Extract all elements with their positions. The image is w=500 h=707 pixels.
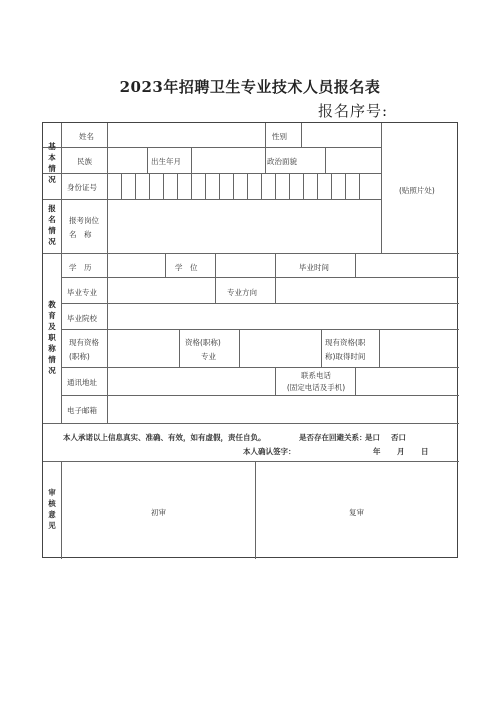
- position-label-line1: 报考岗位: [69, 216, 99, 225]
- col-divider: [275, 253, 276, 277]
- graduation-major-label: 毕业专业: [67, 288, 97, 297]
- birth-label: 出生年月: [151, 157, 181, 166]
- photo-placeholder-label: (贴照片处): [399, 186, 435, 195]
- section-review-opinion: 审核意见: [48, 488, 56, 530]
- degree-label: 学 位: [175, 263, 198, 272]
- qualification-time-label-line1: 现有资格(职: [325, 338, 366, 347]
- address-field[interactable]: [108, 368, 274, 394]
- address-label: 通讯地址: [67, 378, 97, 387]
- graduation-major-field[interactable]: [108, 278, 214, 302]
- photo-area[interactable]: [382, 124, 458, 252]
- gender-label: 性别: [272, 132, 287, 141]
- qualification-major-label-line1: 资格(职称): [185, 338, 221, 347]
- pledge-statement: 本人承诺以上信息真实、准确、有效，如有虚假，责任自负。: [63, 433, 266, 442]
- name-label: 姓名: [79, 132, 94, 141]
- first-review-label: 初审: [151, 508, 166, 517]
- current-qualification-label-line1: 现有资格: [69, 338, 99, 347]
- email-label: 电子邮箱: [67, 406, 97, 415]
- phone-field[interactable]: [356, 368, 458, 394]
- col-divider: [215, 277, 216, 303]
- signature-year: 年: [373, 447, 381, 456]
- row-divider: [43, 423, 459, 424]
- graduation-time-field[interactable]: [356, 254, 458, 276]
- political-status-field[interactable]: [326, 148, 380, 172]
- signature-day: 日: [421, 447, 429, 456]
- col-divider: [61, 123, 62, 423]
- education-level-field[interactable]: [108, 254, 164, 276]
- id-number-label: 身份证号: [67, 183, 97, 192]
- signature-month: 月: [397, 447, 405, 456]
- position-label-line2: 名 称: [69, 230, 92, 239]
- section-application-info: 报名情况: [48, 204, 56, 246]
- col-divider: [265, 147, 266, 173]
- political-status-label: 政治面貌: [267, 157, 297, 166]
- registration-serial-label: 报名序号:: [318, 102, 389, 120]
- col-divider: [321, 329, 322, 367]
- current-qualification-field[interactable]: [108, 330, 178, 366]
- email-field[interactable]: [108, 396, 458, 422]
- recall-no-checkbox[interactable]: 否口: [391, 433, 406, 442]
- graduation-school-field[interactable]: [108, 304, 458, 328]
- first-review-field[interactable]: [62, 462, 254, 558]
- id-number-field[interactable]: [108, 174, 380, 198]
- ethnicity-field[interactable]: [108, 148, 146, 172]
- recall-yes-checkbox[interactable]: 是口: [365, 433, 380, 442]
- gender-field[interactable]: [302, 124, 380, 146]
- qualification-time-field[interactable]: [380, 330, 458, 366]
- second-review-label: 复审: [349, 508, 364, 517]
- current-qualification-label-line2: (职称): [69, 352, 90, 361]
- signature-label: 本人确认签字：: [243, 447, 296, 456]
- position-field[interactable]: [108, 200, 380, 252]
- section-basic-info: 基本情况: [48, 142, 56, 184]
- education-level-label: 学 历: [69, 263, 92, 272]
- qualification-major-label-line2: 专业: [201, 352, 216, 361]
- qualification-time-label-line2: 称)取得时间: [325, 352, 366, 361]
- second-review-field[interactable]: [256, 462, 458, 558]
- major-direction-field[interactable]: [276, 278, 458, 302]
- name-field[interactable]: [108, 124, 264, 146]
- registration-form-table: [42, 122, 458, 558]
- major-direction-label: 专业方向: [227, 288, 257, 297]
- col-divider: [275, 367, 276, 395]
- col-divider: [147, 147, 148, 173]
- ethnicity-label: 民族: [77, 157, 92, 166]
- col-divider: [165, 253, 166, 277]
- graduation-time-label: 毕业时间: [299, 263, 329, 272]
- degree-field[interactable]: [216, 254, 274, 276]
- qualification-major-field[interactable]: [240, 330, 320, 366]
- phone-label-line1: 联系电话: [301, 371, 331, 380]
- phone-label-line2: (固定电话及手机): [286, 383, 346, 392]
- birth-field[interactable]: [192, 148, 264, 172]
- col-divider: [265, 123, 266, 147]
- form-title: 2023年招聘卫生专业技术人员报名表: [119, 78, 381, 96]
- graduation-school-label: 毕业院校: [67, 314, 97, 323]
- recall-relation-question: 是否存在回避关系：: [299, 433, 367, 442]
- col-divider: [179, 329, 180, 367]
- section-education-info: 教育及职称情况: [48, 300, 56, 375]
